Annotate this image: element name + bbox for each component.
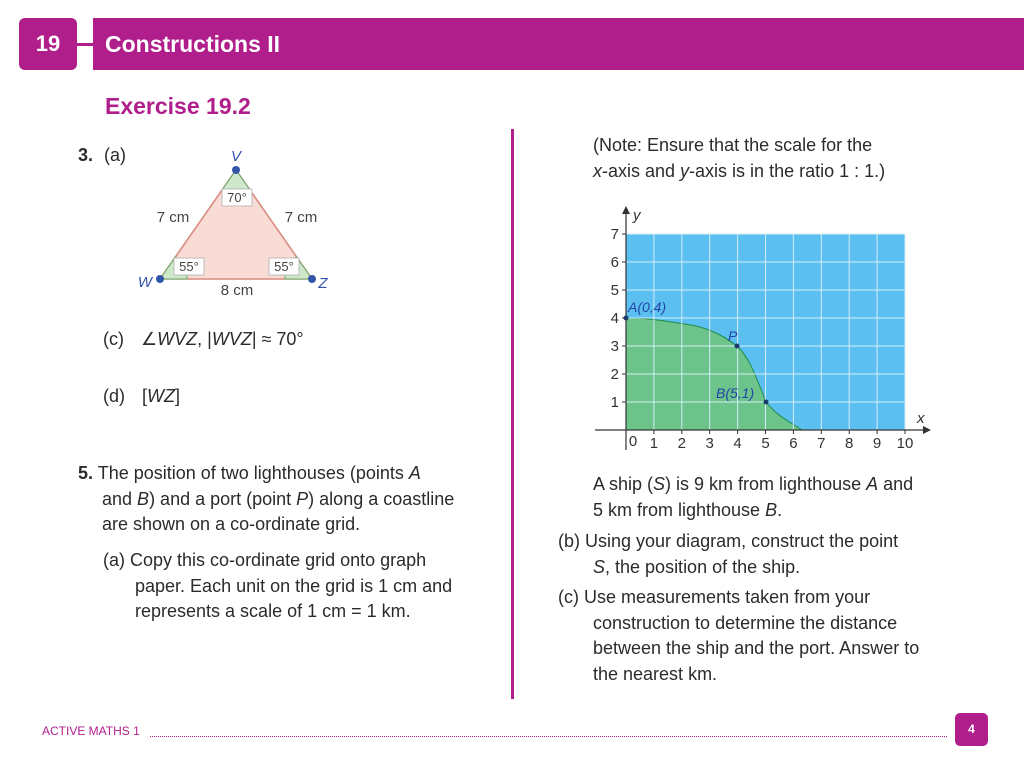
q5-part-a-l3: represents a scale of 1 cm = 1 km. — [135, 601, 411, 621]
point-a-dot — [624, 316, 629, 321]
q5-intro-p: P — [296, 488, 309, 509]
q3-part-c-value: | ≈ 70° — [251, 329, 304, 349]
point-p-label: P — [728, 328, 738, 344]
scale-note-x: x — [593, 160, 602, 181]
q5-part-c-l4: the nearest km. — [593, 663, 718, 684]
q3-heading — [78, 143, 126, 169]
q3-part-d-open: [ — [142, 386, 148, 406]
q5-intro-l3: are shown on a co-ordinate grid. — [102, 514, 361, 534]
exercise-title: Exercise 19.2 — [105, 93, 251, 119]
scale-note-l2d: -axis is in the ratio 1 : 1.) — [689, 160, 886, 181]
vertex-w-dot — [156, 275, 164, 283]
q3-part-d-label: (d) — [103, 386, 125, 406]
vertex-v-label: V — [230, 148, 242, 165]
x-tick-labels — [650, 430, 914, 452]
angle-symbol: ∠ — [141, 329, 158, 349]
q5-part-c-l3: between the ship and the port. Answer to — [593, 638, 920, 658]
angle-top-label: 70° — [227, 190, 247, 205]
footer-dotted-line — [150, 736, 947, 737]
x-axis-arrow — [923, 426, 931, 434]
q5-intro-l2a: and — [102, 488, 138, 509]
q5-intro-l2c: ) and a port (point — [149, 488, 297, 509]
y-tick-label: 3 — [610, 338, 619, 355]
x-tick-label: 1 — [649, 435, 659, 452]
x-tick-label: 7 — [817, 435, 826, 452]
q5-part-a-label: (a) — [103, 550, 125, 570]
point-b-label: B(5,1) — [716, 385, 755, 401]
q3-part-c-label: (c) — [103, 329, 124, 349]
q5-intro-b: B — [137, 488, 150, 509]
q3-part-a-label: (a) — [104, 145, 127, 165]
x-tick-label: 3 — [705, 435, 714, 452]
q3-part-d-segment: WZ — [147, 386, 176, 406]
side-left-label: 7 cm — [156, 209, 190, 226]
y-axis-arrow — [622, 206, 630, 214]
ship-l1a: A ship ( — [593, 474, 654, 494]
scale-note-l2b: -axis and — [602, 160, 681, 181]
ship-description — [593, 472, 913, 523]
side-base-label: 8 cm — [220, 282, 254, 299]
q3-part-c-angle2: WVZ — [211, 329, 252, 349]
y-axis-label: y — [633, 207, 641, 224]
y-tick-label: 2 — [610, 366, 619, 383]
origin-label: 0 — [628, 433, 638, 450]
q5-part-b-l1: Using your diagram, construct the point — [585, 531, 899, 551]
coordinate-graph — [585, 200, 935, 460]
point-a-label: A(0,4) — [628, 299, 667, 315]
ship-l1c: ) is 9 km from lighthouse — [665, 474, 867, 494]
y-tick-label: 7 — [610, 226, 619, 243]
q5-intro-a: A — [408, 463, 421, 483]
q5-part-b-s: S — [593, 556, 606, 577]
ship-s: S — [653, 474, 666, 494]
q3-number: 3. — [78, 145, 94, 165]
x-tick-label: 6 — [789, 435, 798, 452]
y-tick-label: 1 — [610, 394, 619, 411]
ship-l2c: . — [777, 499, 783, 520]
q5-part-c-label: (c) — [558, 587, 579, 607]
angle-left-label: 55° — [179, 259, 199, 274]
scale-note — [593, 133, 885, 184]
q5-part-a — [103, 548, 452, 625]
q5-part-a-l1: Copy this co-ordinate grid onto graph — [130, 550, 427, 570]
chapter-number: 19 — [19, 18, 77, 70]
vertex-z-dot — [308, 275, 316, 283]
q5-part-c-l1: Use measurements taken from your — [584, 587, 871, 607]
q5-part-b — [558, 529, 898, 580]
x-tick-label: 4 — [733, 435, 742, 452]
q3-part-d-close: ] — [175, 386, 181, 406]
q5-intro-l2e: ) along a coastline — [308, 488, 455, 509]
side-right-label: 7 cm — [284, 209, 318, 226]
chapter-title: Constructions II — [105, 31, 281, 57]
scale-note-y: y — [680, 160, 690, 181]
vertex-z-label: Z — [318, 275, 328, 292]
y-tick-label: 5 — [610, 282, 619, 299]
ship-l2a: 5 km from lighthouse — [593, 499, 766, 520]
x-tick-label: 5 — [761, 435, 770, 452]
q5-part-b-l2: , the position of the ship. — [605, 556, 801, 577]
header-connector — [77, 43, 93, 46]
q5-intro-l1: The position of two lighthouses (points — [97, 463, 409, 483]
x-tick-label: 10 — [896, 435, 914, 452]
x-tick-label: 8 — [845, 435, 854, 452]
page-number: 4 — [955, 713, 988, 746]
x-axis-label: x — [917, 410, 925, 427]
q5-part-b-label: (b) — [558, 531, 580, 551]
point-b-dot — [764, 400, 769, 405]
y-tick-label: 4 — [610, 310, 619, 327]
vertex-v-dot — [232, 166, 240, 174]
triangle-diagram — [130, 140, 350, 305]
scale-note-l1: (Note: Ensure that the scale for the — [593, 135, 873, 155]
y-tick-label: 6 — [610, 254, 619, 271]
x-tick-label: 9 — [872, 435, 882, 452]
x-tick-label: 2 — [677, 435, 686, 452]
q5-part-c-l2: construction to determine the distance — [593, 612, 898, 633]
point-p-dot — [735, 344, 740, 349]
q3-part-c-sep: , | — [197, 329, 212, 349]
q3-part-d — [103, 384, 180, 410]
q5-part-c — [558, 585, 919, 687]
q5-part-a-l2: paper. Each unit on the grid is 1 cm and — [135, 575, 453, 596]
ship-a: A — [866, 474, 879, 494]
ship-l1e: and — [878, 474, 914, 494]
q5-intro — [78, 461, 454, 538]
column-divider — [511, 129, 514, 699]
ship-b: B — [765, 499, 778, 520]
footer-book-title: ACTIVE MATHS 1 — [42, 724, 140, 738]
angle-right-label: 55° — [274, 259, 294, 274]
q3-part-c — [103, 327, 304, 353]
vertex-w-label: W — [137, 274, 153, 291]
q5-number: 5. — [78, 463, 94, 483]
q3-part-c-angle: WVZ — [157, 329, 198, 349]
